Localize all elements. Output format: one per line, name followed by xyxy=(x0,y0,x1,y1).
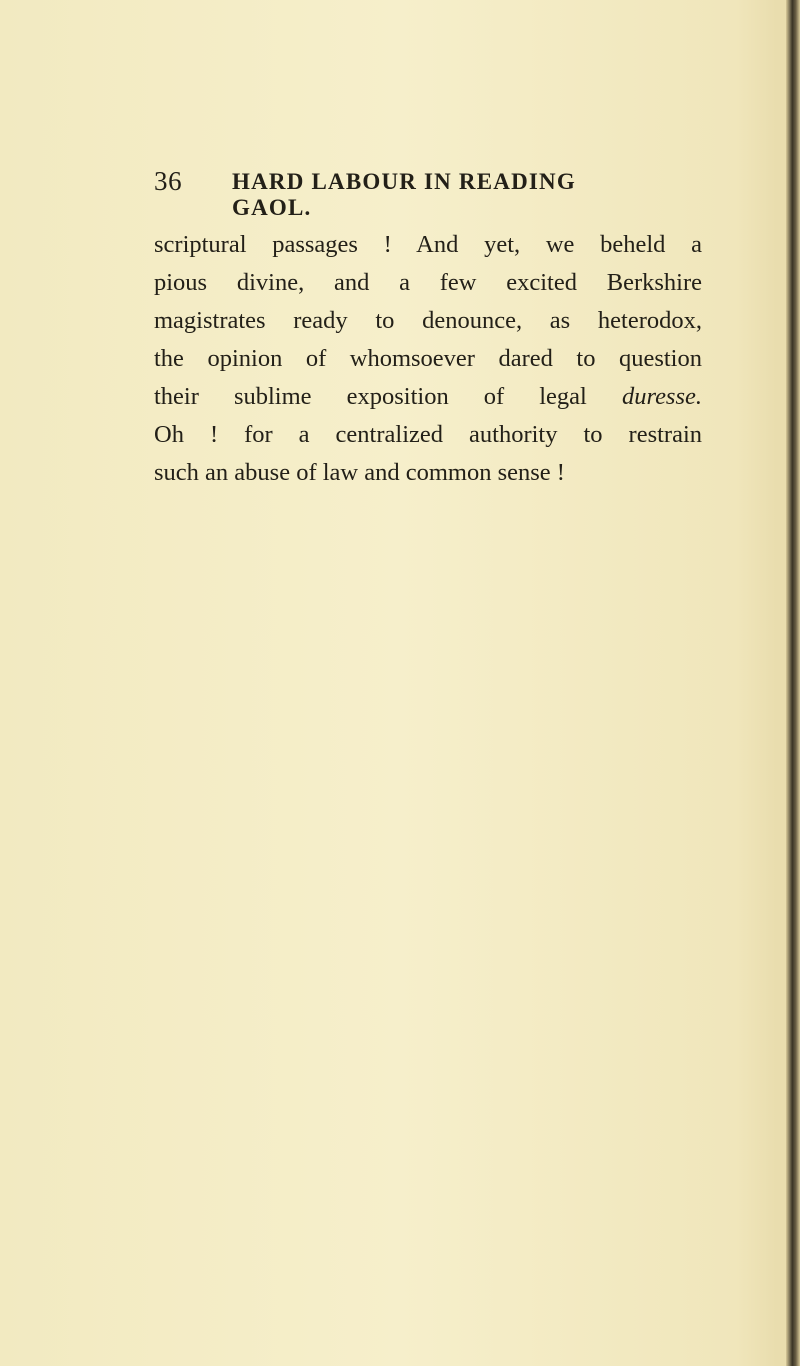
page-edge xyxy=(786,0,800,1366)
italic-word: duresse. xyxy=(621,383,703,410)
text-line: the opinion of whomsoever dared to question xyxy=(154,345,702,372)
text-line: scriptural passages ! And yet, we beheld a xyxy=(154,231,702,258)
text-line: such an abuse of law and common sense ! xyxy=(154,459,565,486)
page-header xyxy=(154,166,632,220)
text-line xyxy=(154,378,702,416)
page-number: 36 xyxy=(154,166,183,196)
text-line: Oh ! for a centralized authority to restrain xyxy=(154,421,702,448)
body-text xyxy=(154,226,702,492)
text-line: pious divine, and a few excited Berkshire xyxy=(154,269,702,296)
text-segment: their sublime exposition of legal xyxy=(154,383,587,410)
text-line: magistrates ready to denounce, as heterodox, xyxy=(154,307,702,334)
running-head: HARD LABOUR IN READING GAOL. xyxy=(232,169,576,220)
